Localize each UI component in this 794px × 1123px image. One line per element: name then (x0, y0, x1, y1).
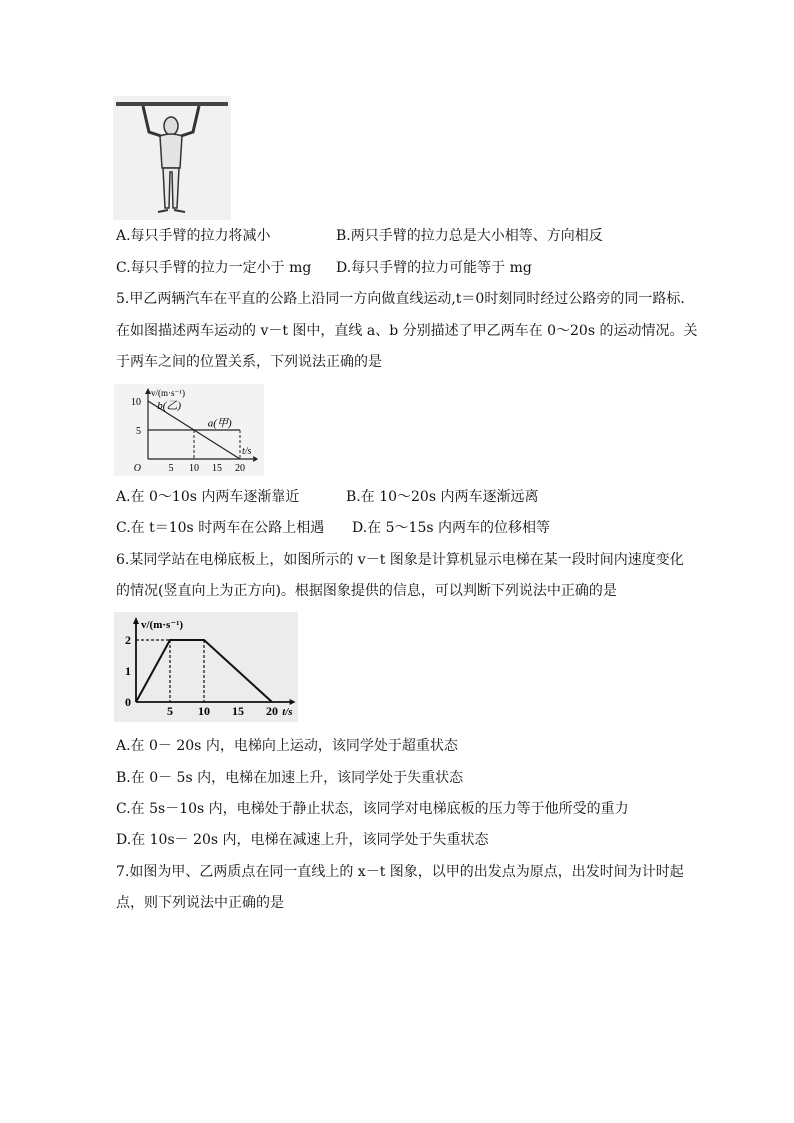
y-tick-label: 0 (125, 695, 131, 709)
q5-option-d: D.在 5～15s 内两车的位移相等 (352, 520, 550, 536)
x-tick-label: 5 (168, 463, 174, 474)
q5-option-a: A.在 0～10s 内两车逐渐靠近 (116, 489, 300, 505)
y-tick-label: 5 (136, 426, 141, 437)
x-tick-label: 5 (167, 704, 173, 718)
x-axis-label: t/s (282, 706, 293, 718)
q6-vt-chart (114, 612, 298, 722)
q7-stem-line: 点，则下列说法中正确的是 (116, 895, 284, 911)
x-tick-label: 10 (189, 463, 199, 474)
hanging-person-figure (113, 96, 231, 220)
series-a-label: a(甲) (207, 417, 232, 430)
q6-option-c: C.在 5s－10s 内，电梯处于静止状态，该同学对电梯底板的压力等于他所受的重力 (116, 801, 629, 817)
q6-stem-line: 6.某同学站在电梯底板上，如图所示的 v－t 图象是计算机显示电梯在某一段时间内速度变化 (116, 552, 684, 568)
q5-option-c: C.在 t＝10s 时两车在公路上相遇 (116, 520, 325, 536)
x-tick-label: 20 (235, 463, 245, 474)
y-tick-label: 1 (125, 664, 131, 678)
q6-stem-line: 的情况(竖直向上为正方向)。根据图象提供的信息，可以判断下列说法中正确的是 (116, 583, 617, 599)
y-tick-label: 2 (125, 633, 131, 647)
x-axis-label: t/s (242, 446, 252, 457)
q5-option-b: B.在 10～20s 内两车逐渐远离 (346, 489, 539, 505)
y-axis-label: v/(m·s⁻¹) (141, 619, 184, 631)
origin-label: O (133, 463, 141, 474)
series-b-label: b(乙) (157, 400, 182, 413)
q5-stem-line: 在如图描述两车运动的 v－t 图中，直线 a、b 分别描述了甲乙两车在 0～20s 的运动情况。关 (116, 323, 698, 339)
x-tick-label: 15 (232, 704, 244, 718)
q6-option-b: B.在 0－ 5s 内，电梯在加速上升，该同学处于失重状态 (116, 770, 464, 786)
q5-stem-line: 于两车之间的位置关系，下列说法正确的是 (116, 354, 382, 370)
q4-option-a: A.每只手臂的拉力将减小 (116, 228, 271, 244)
q6-option-d: D.在 10s－ 20s 内，电梯在减速上升，该同学处于失重状态 (116, 832, 489, 848)
y-axis-label: v/(m·s⁻¹) (151, 388, 185, 398)
x-tick-label: 20 (266, 704, 278, 718)
x-tick-label: 15 (212, 463, 222, 474)
q4-option-b: B.两只手臂的拉力总是大小相等、方向相反 (336, 228, 603, 244)
q5-stem-line: 5.甲乙两辆汽车在平直的公路上沿同一方向做直线运动,t＝0时刻同时经过公路旁的同一路标. (116, 291, 685, 307)
q4-option-d: D.每只手臂的拉力可能等于 mg (336, 260, 532, 276)
q6-option-a: A.在 0－ 20s 内，电梯向上运动，该同学处于超重状态 (116, 738, 458, 754)
q7-stem-line: 7.如图为甲、乙两质点在同一直线上的 x－t 图象，以甲的出发点为原点，出发时间为计时起 (116, 864, 684, 880)
q4-option-c: C.每只手臂的拉力一定小于 mg (116, 260, 312, 276)
y-tick-label: 10 (131, 397, 141, 408)
x-tick-label: 10 (198, 704, 210, 718)
q5-vt-chart (114, 384, 264, 476)
